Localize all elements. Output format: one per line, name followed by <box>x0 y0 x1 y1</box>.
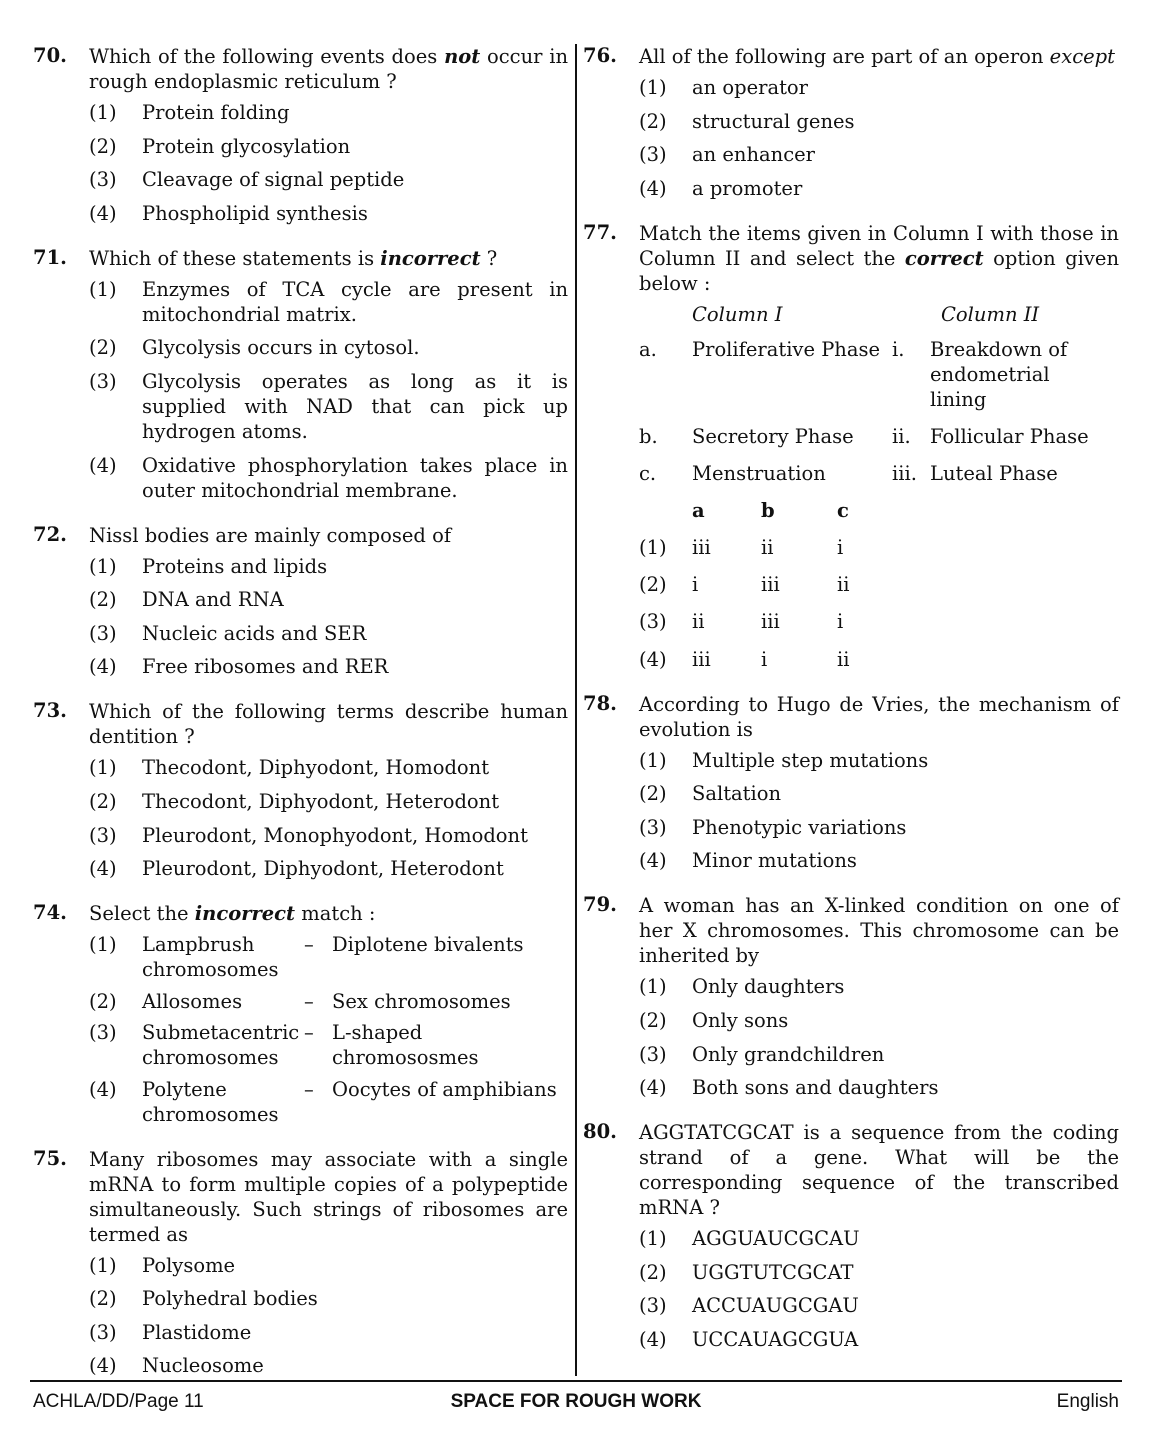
question-stem: Select the incorrect match : <box>89 902 376 926</box>
option[interactable]: (3) Only grandchildren <box>639 1042 885 1066</box>
option[interactable]: (2) Thecodont, Diphyodont, Heterodont <box>89 789 500 813</box>
right-column <box>583 44 1119 1372</box>
option[interactable]: (1) Enzymes of TCA cycle are present in mitochondrial matrix. <box>89 277 568 326</box>
answer-header: a b c <box>692 498 849 522</box>
question-number: 75. <box>33 1146 67 1170</box>
option[interactable]: (2) i iii ii <box>639 573 850 597</box>
option[interactable]: (2) Protein glycosylation <box>89 134 351 158</box>
question-77 <box>583 221 1119 672</box>
option[interactable]: (4) iii i ii <box>639 647 850 671</box>
question-stem: Nissl bodies are mainly composed of <box>89 523 452 547</box>
question-number: 80. <box>583 1120 617 1144</box>
option[interactable]: (3) an enhancer <box>639 143 816 167</box>
match-column-headers: Column I Column II <box>692 302 1040 326</box>
match-row: c. Menstruation iii. Luteal Phase <box>639 461 1058 485</box>
question-76 <box>583 44 1119 201</box>
question-80 <box>583 1120 1119 1352</box>
question-79 <box>583 893 1119 1100</box>
option[interactable]: (1) Polysome <box>89 1253 236 1277</box>
option[interactable]: (2) Glycolysis occurs in cytosol. <box>89 336 420 360</box>
option[interactable]: (4) a promoter <box>639 176 803 200</box>
question-73 <box>33 699 568 881</box>
question-stem: All of the following are part of an operon except <box>639 45 1115 68</box>
option[interactable]: (4) Free ribosomes and RER <box>89 655 389 679</box>
option[interactable]: (3) Nucleic acids and SER <box>89 621 367 645</box>
question-71 <box>33 246 568 503</box>
question-number: 74. <box>33 901 67 925</box>
option[interactable]: (1) Only daughters <box>639 975 845 999</box>
option[interactable]: (3) Submetacentric chromosomes – L-shaped chromososmes <box>89 1021 479 1070</box>
option[interactable]: (4) Phospholipid synthesis <box>89 201 368 225</box>
option[interactable]: (4) Oxidative phosphorylation takes place in outer mitochondrial membrane. <box>89 453 568 502</box>
question-stem: A woman has an X-linked condition on one of her X chromosomes. This chromosome can be inherited by <box>639 894 1119 968</box>
language-label: English <box>1056 1391 1119 1412</box>
question-stem: AGGTATCGCAT is a sequence from the coding strand of a gene. What will be the corresponding sequence of the transcribed mRNA ? <box>639 1121 1119 1220</box>
rough-work-label: SPACE FOR ROUGH WORK <box>450 1391 702 1412</box>
option[interactable]: (2) UGGTUTCGCAT <box>639 1260 854 1284</box>
question-74 <box>33 901 568 1127</box>
option[interactable]: (3) Phenotypic variations <box>639 815 907 839</box>
page-id: ACHLA/DD/Page 11 <box>33 1391 204 1412</box>
question-70 <box>33 44 568 226</box>
option[interactable]: (1) Lampbrush chromosomes – Diplotene bivalents <box>89 933 524 982</box>
option[interactable]: (2) Polyhedral bodies <box>89 1287 318 1311</box>
question-stem: Which of the following terms describe human dentition ? <box>89 700 568 749</box>
question-number: 73. <box>33 699 67 723</box>
question-stem: According to Hugo de Vries, the mechanism of evolution is <box>639 692 1119 741</box>
option[interactable]: (1) AGGUAUCGCAU <box>639 1227 860 1251</box>
match-row: b. Secretory Phase ii. Follicular Phase <box>639 424 1089 448</box>
option[interactable]: (3) Plastidome <box>89 1320 252 1344</box>
option[interactable]: (2) structural genes <box>639 109 855 133</box>
option[interactable]: (3) ii iii i <box>639 610 844 634</box>
question-number: 79. <box>583 893 617 917</box>
option[interactable]: (3) Glycolysis operates as long as it is supplied with NAD that can pick up hydrogen atoms. <box>89 369 568 443</box>
option[interactable]: (4) Nucleosome <box>89 1354 264 1378</box>
option[interactable]: (1) an operator <box>639 76 808 99</box>
question-72 <box>33 523 568 680</box>
question-stem: Many ribosomes may associate with a single mRNA to form multiple copies of a polypeptide simultaneously. Such strings of ribosomes are termed as <box>89 1147 568 1246</box>
option[interactable]: (1) Multiple step mutations <box>639 748 929 772</box>
question-stem: Which of the following events does not occur in rough endoplasmic reticulum ? <box>89 45 569 93</box>
question-number: 77. <box>583 220 617 244</box>
question-number: 78. <box>583 691 617 715</box>
left-column <box>33 44 568 1398</box>
question-number: 72. <box>33 522 67 546</box>
option[interactable]: (4) Pleurodont, Diphyodont, Heterodont <box>89 857 504 881</box>
option[interactable]: (3) Pleurodont, Monophyodont, Homodont <box>89 823 528 847</box>
option[interactable]: (2) Saltation <box>639 782 782 806</box>
question-78 <box>583 692 1119 874</box>
option[interactable]: (2) Allosomes – Sex chromosomes <box>89 989 511 1013</box>
option[interactable]: (4) Both sons and daughters <box>639 1076 939 1100</box>
option[interactable]: (4) Minor mutations <box>639 849 857 873</box>
option[interactable]: (2) Only sons <box>639 1008 789 1032</box>
option[interactable]: (4) UCCAUAGCGUA <box>639 1327 859 1351</box>
question-number: 70. <box>33 44 67 67</box>
question-75 <box>33 1147 568 1379</box>
question-stem: Match the items given in Column I with those in Column II and select the correct option given below : <box>639 221 1119 295</box>
option[interactable]: (4) Polytene chromosomes – Oocytes of amphibians <box>89 1077 557 1126</box>
question-stem: Which of these statements is incorrect ? <box>89 246 498 270</box>
option[interactable]: (2) DNA and RNA <box>89 588 284 612</box>
question-number: 71. <box>33 245 67 269</box>
question-number: 76. <box>583 44 617 67</box>
footer-rule <box>30 1380 1122 1382</box>
option[interactable]: (3) Cleavage of signal peptide <box>89 168 405 192</box>
match-row: a. Proliferative Phase i. Breakdown of endometrial lining <box>639 337 1068 411</box>
option[interactable]: (1) Protein folding <box>89 101 290 124</box>
option[interactable]: (3) ACCUAUGCGAU <box>639 1294 859 1318</box>
option[interactable]: (1) Proteins and lipids <box>89 554 328 578</box>
option[interactable]: (1) Thecodont, Diphyodont, Homodont <box>89 756 490 780</box>
column-divider <box>575 44 577 1376</box>
option[interactable]: (1) iii ii i <box>639 535 844 559</box>
